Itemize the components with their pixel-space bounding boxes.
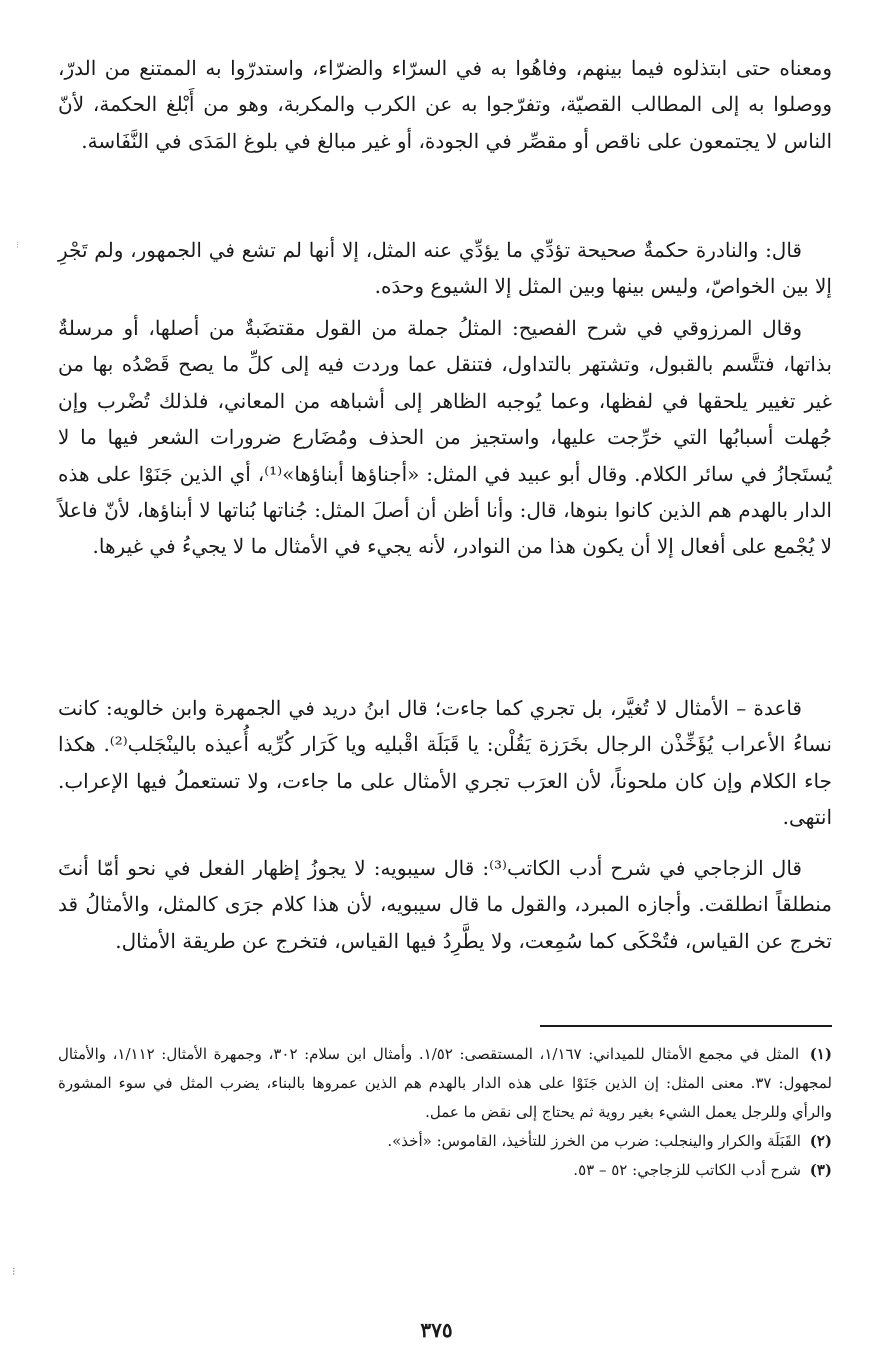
paragraph-5: قال الزجاجي في شرح أدب الكاتب⁽³⁾: قال سيبويه: لا يجوزُ إظهار الفعل في نحو أمّا أنتَ منطلقاً انطلقت. وأجازه المبرد، والقول ما قال سيبويه، لأن هذا كلام جرَى كالمثل، والأمثالُ قد تخرج عن القياس، فتُحْكَى كما سُمِعت، ولا يطَّرِدُ فيها القياس، فتخرج عن طريقة الأمثال. xyxy=(58,856,832,953)
footnote-text: شرح أدب الكاتب للزجاجي: ٥٢ – ٥٣. xyxy=(573,1161,801,1179)
paragraph-3: وقال المرزوقي في شرح الفصيح: المثلُ جملة من القول مقتضَبةٌ من أصلها، أو مرسلةٌ بذاتها، فتتَّسم بالقبول، وتشتهر بالتداول، فتنقل عما وردت فيه إلى كلِّ ما يصح قَصْدُه بها من غير تغيير يلحقها في لفظها، وعما يُوجبه الظاهر إلى أشباهه من المعاني، فلذلك تُضْرب وإن جُهلت أسبابُها التي خرِّجت عليها، واستجيز من الحذف ومُضَارع ضرورات الشعر فيها ما لا يُستَجازُ في سائر الكلام. وقال أبو عبيد في المثل: «أجناؤها أبناؤها»⁽¹⁾، أي الذين جَنَوْا على هذه الدار بالهدم هم الذين كانوا بنوها، قال: وأنا أظن أن أصلَ المثل: جُناتها بُناتها لا أبناؤها، لأنّ فاعلاً لا يُجْمع على أفعال إلا أن يكون هذا من النوادر، لأنه يجيء في الأمثال ما لا يجيءُ في غيرها. xyxy=(58,316,832,559)
paragraph-4: قاعدة – الأمثال لا تُغيَّر، بل تجري كما جاءت؛ قال ابنُ دريد في الجمهرة وابن خالويه: كانت نساءُ الأعراب يُؤَخِّذْن الرجال بخَرَزة يَقُلْن: يا قَبَلَة اقْبليه ويا كَرَار كُرِّيه أُعيذه بالينْجَلب⁽²⁾. هكذا جاء الكلام وإن كان ملحوناً، لأن العرَب تجري الأمثال على ما جاءت، ولا تستعملُ فيها الإعراب. انتهى. xyxy=(58,696,832,830)
footnote-number: (١) xyxy=(809,1045,832,1063)
footnote-3 xyxy=(58,1156,832,1185)
footnote-1 xyxy=(58,1040,832,1127)
footnote-number: (٢) xyxy=(809,1132,832,1150)
footnote-separator xyxy=(540,1025,832,1027)
paragraph-1: ومعناه حتى ابتذلوه فيما بينهم، وفاهُوا به في السرّاء والضرّاء، واستدرّوا به الممتنع من الدرّ، ووصلوا به إلى المطالب القصيّة، وتفرّجوا به عن الكرب والمكربة، وهو من أَبْلغ الحكمة، لأنّ الناس لا يجتمعون على ناقص أو مقصِّر في الجودة، أو غير مبالغ في بلوغ المَدَى في النَّفَاسة. xyxy=(58,56,832,153)
scan-margin-mark: ⁝ xyxy=(16,240,20,251)
footnote-2 xyxy=(58,1127,832,1156)
page-number: ٣٧٥ xyxy=(420,1318,453,1342)
footnote-text: المثل في مجمع الأمثال للميداني: ١/١٦٧، المستقصى: ١/٥٢. وأمثال ابن سلام: ٣٠٢، وجمهرة الأمثال: ١/١١٢، والأمثال لمجهول: ٣٧. معنى المثل: إن الذين جَنَوْا على هذه الدار بالهدم هم الذين عمروها بالبناء، يضرب المثل في سوء المشورة والرأي وللرجل يعمل الشيء بغير روية ثم يحتاج إلى نقض ما عمل. xyxy=(58,1045,832,1121)
footnote-number: (٣) xyxy=(809,1161,832,1179)
scan-margin-mark: ⁝ xyxy=(12,1265,16,1278)
footnote-text: القَبَلَة والكرار والينجلب: ضرب من الخرز للتأخيذ، القاموس: «أخذ». xyxy=(387,1132,801,1150)
paragraph-2: قال: والنادرة حكمةٌ صحيحة تؤدِّي ما يؤدِّي عنه المثل، إلا أنها لم تشع في الجمهور، ولم تَجْرِ إلا بين الخواصّ، وليس بينها وبين المثل إلا الشيوع وحدَه. xyxy=(58,238,832,299)
footnotes xyxy=(58,1040,832,1185)
